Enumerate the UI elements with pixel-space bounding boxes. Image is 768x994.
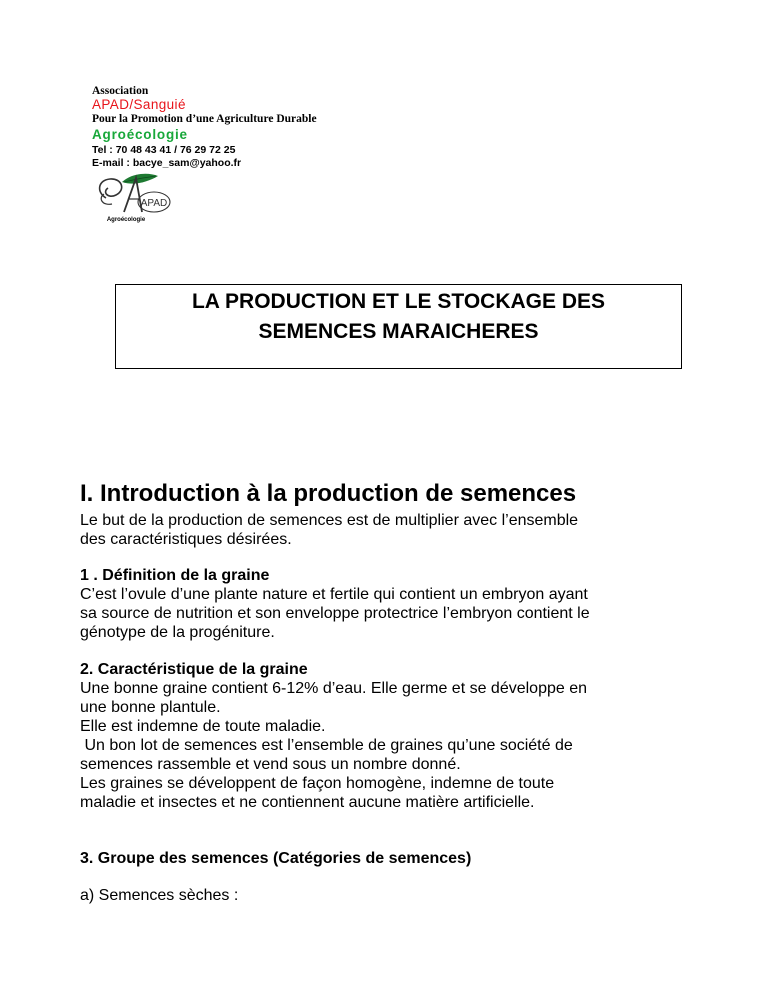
title-line-2: SEMENCES MARAICHERES <box>258 320 539 343</box>
email-address: E-mail : bacye_sam@yahoo.fr <box>92 157 242 169</box>
characteristic-line-2: une bonne plantule. <box>80 699 221 716</box>
apad-logo <box>92 168 174 224</box>
characteristic-line-4: Un bon lot de semences est l’ensemble de graines qu’une société de <box>80 737 573 754</box>
definition-line-1: C’est l’ovule d’une plante nature et fertile qui contient un embryon ayant <box>80 586 588 603</box>
section-heading: I. Introduction à la production de semences <box>80 480 577 507</box>
characteristic-line-6: Les graines se développent de façon homogène, indemne de toute <box>80 775 555 792</box>
characteristic-line-7: maladie et insectes et ne contiennent aucune matière artificielle. <box>80 794 535 811</box>
characteristic-line-1: Une bonne graine contient 6-12% d’eau. Elle germe et se développe en <box>80 680 588 697</box>
association-label: Association <box>92 85 149 97</box>
dry-seeds-item: a) Semences sèches : <box>80 887 239 904</box>
definition-line-2: sa source de nutrition et son enveloppe protectrice l’embryon contient le <box>80 605 590 622</box>
definition-line-3: génotype de la progéniture. <box>80 624 275 641</box>
intro-line-1: Le but de la production de semences est de multiplier avec l’ensemble <box>80 512 579 529</box>
phone-numbers: Tel : 70 48 43 41 / 76 29 72 25 <box>92 144 236 156</box>
characteristic-line-5: semences rassemble et vend sous un nombre donné. <box>80 756 461 773</box>
seed-groups-heading: 3. Groupe des semences (Catégories de semences) <box>80 850 472 867</box>
intro-line-2: des caractéristiques désirées. <box>80 531 292 548</box>
characteristic-heading: 2. Caractéristique de la graine <box>80 661 308 678</box>
definition-heading: 1 . Définition de la graine <box>80 567 270 584</box>
characteristic-line-3: Elle est indemne de toute maladie. <box>80 718 326 735</box>
logo-caption: Agroécologie <box>106 217 146 223</box>
agroecology-label: Agroécologie <box>92 127 188 142</box>
promotion-tagline: Pour la Promotion d’une Agriculture Durable <box>92 113 317 125</box>
document-title-box <box>115 284 682 369</box>
organization-name: APAD/Sanguié <box>92 97 186 112</box>
logo-text: APAD <box>140 198 168 209</box>
title-line-1: LA PRODUCTION ET LE STOCKAGE DES <box>191 290 606 313</box>
